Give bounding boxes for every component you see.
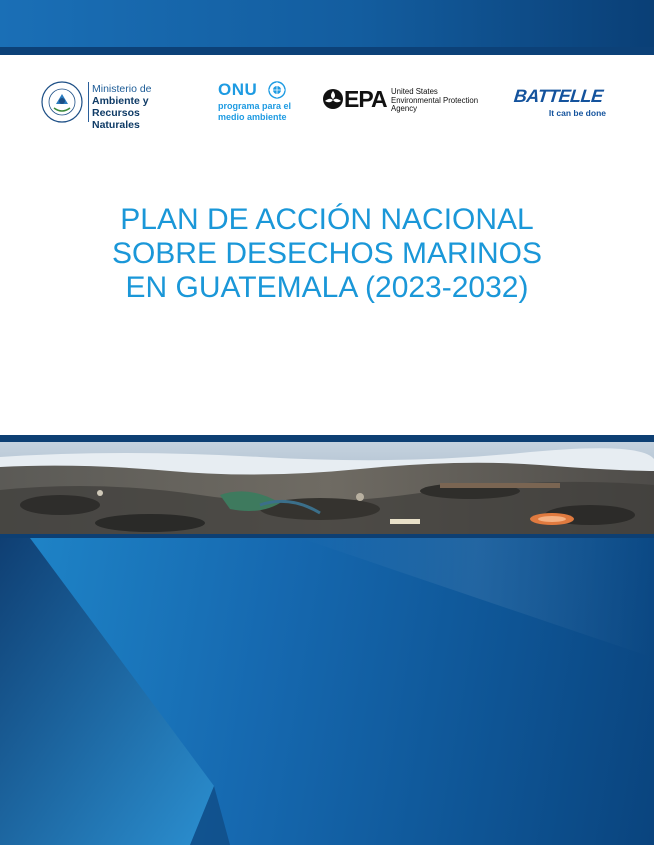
title-line-1: PLAN DE ACCIÓN NACIONAL bbox=[120, 203, 534, 236]
title-line-2: SOBRE DESECHOS MARINOS bbox=[111, 237, 543, 270]
title-line-3: EN GUATEMALA (2023-2032) bbox=[125, 271, 529, 304]
beach-photo-image bbox=[0, 435, 654, 538]
marn-line-1: Ministerio de bbox=[92, 83, 152, 95]
marn-line-2: Ambiente y bbox=[92, 95, 149, 107]
document-title bbox=[0, 203, 654, 305]
header-band bbox=[0, 0, 654, 55]
photo-top-stripe bbox=[0, 435, 654, 442]
epa-subtitle bbox=[391, 88, 478, 114]
marn-divider bbox=[88, 82, 89, 122]
onu-logo bbox=[218, 80, 298, 128]
onu-name: ONU bbox=[218, 80, 258, 99]
beach-debris-photo bbox=[0, 435, 654, 538]
battelle-logo bbox=[514, 86, 614, 120]
epa-logo bbox=[322, 86, 487, 116]
marn-name bbox=[92, 83, 190, 131]
un-globe-icon bbox=[268, 81, 286, 99]
onu-sub-line-1: programa para el bbox=[218, 101, 292, 111]
marn-logo bbox=[40, 80, 190, 131]
epa-sub-line-3: Agency bbox=[391, 104, 418, 113]
onu-subtitle bbox=[218, 101, 298, 122]
epa-sub-line-2: Environmental Protection bbox=[391, 95, 479, 105]
epa-flower-icon bbox=[322, 88, 344, 110]
battelle-tagline: It can be done bbox=[548, 108, 606, 118]
onu-sub-line-2: medio ambiente bbox=[218, 111, 287, 122]
cover-decorative-shapes bbox=[0, 538, 654, 845]
epa-sub-line-1: United States bbox=[391, 87, 438, 96]
battelle-name: BATTELLE bbox=[513, 86, 604, 106]
marn-line-3: Recursos Naturales bbox=[92, 107, 140, 131]
epa-name: EPA bbox=[344, 86, 387, 112]
partner-logos bbox=[0, 70, 654, 130]
guatemala-seal-icon bbox=[40, 80, 84, 124]
cover-graphic-block bbox=[0, 538, 654, 845]
